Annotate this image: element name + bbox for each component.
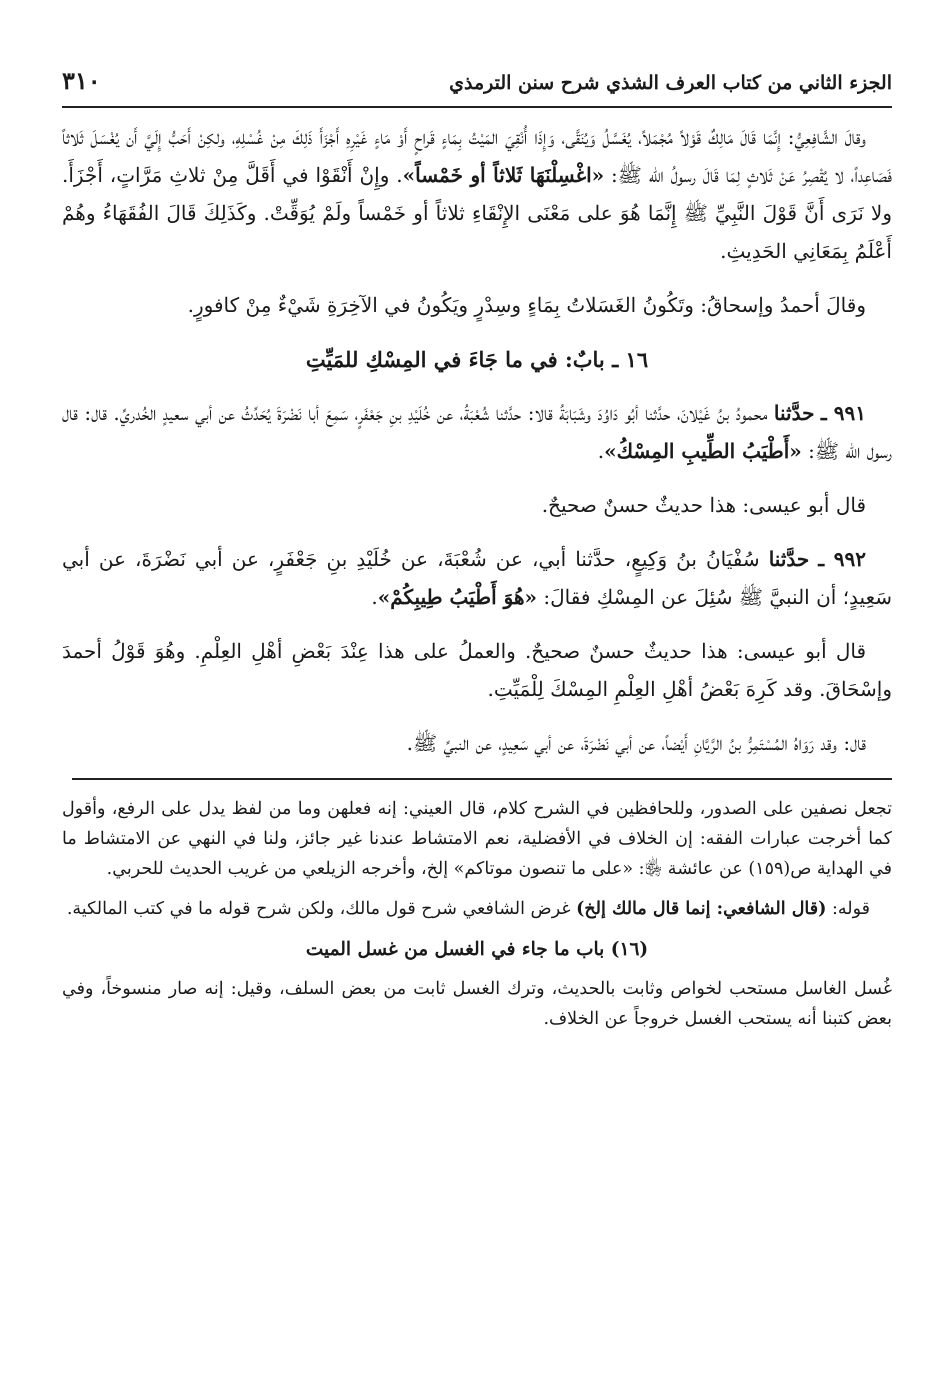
footnote-divider: [72, 778, 892, 780]
hadith-quote: «اغْسِلْنَهَا ثَلاثاً أو خَمْساً»: [402, 163, 605, 187]
hadith-992: ٩٩٢ ـ حدَّثنا سُفْيَانُ بنُ وَكِيعٍ، حدَّثنا أبي، عن شُعْبَةَ، عن خُلَيْدِ بنِ جَعْفَرٍ، عن أبي نَضْرَةَ، عن أبي سَعِيدٍ؛ أن النبيَّ ﷺ سُئِلَ عن المِسْكِ فقالَ: «هُوَ أَطْيَبُ طِيبِكُمْ».: [62, 547, 892, 609]
quoted-phrase: (قال الشافعي: إنما قال مالك إلخ): [576, 899, 827, 919]
hadith-quote: «هُوَ أَطْيَبُ طِيبِكُمْ»: [377, 585, 537, 609]
page-number: ٣١٠: [62, 66, 101, 95]
running-header: [62, 54, 892, 102]
commentary-paragraph: قوله: (قال الشافعي: إنما قال مالك إلخ) غرض الشافعي شرح قول مالك، ولكن شرح قوله ما في كتب المالكية.: [66, 899, 870, 919]
grade-991: قال أبو عيسى: هذا حديثٌ حسنٌ صحيحٌ.: [541, 493, 866, 517]
hadith-quote: «أَطْيَبُ الطِّيبِ المِسْكُ»: [604, 439, 802, 463]
hadith-number: ٩٩١ ـ: [820, 401, 867, 425]
commentary-heading: (١٦) باب ما جاء في الغسل من غسل الميت: [305, 939, 649, 960]
commentary: [62, 794, 892, 1034]
commentary-paragraph: تجعل نصفين على الصدور، وللحافظين في الشرح كلام، قال العيني: إنه فعلهن وما من لفظ يدل على الرفع، وأقول كما أخرجت عبارات الفقه: إن الخلاف في الأفضلية، نعم الامتشاط عندنا غير جائز، ولنا في النهي عن الامتشاط ما في الهداية ص(١٥٩) عن عائشة ﵂: «على ما تنصون موتاكم» إلخ، وأخرجه الزيلعي من غريب الحديث للحربي.: [62, 799, 892, 879]
paragraph-ahmad: وقالَ أحمدُ وإسحاقُ: وتَكُونُ الغَسَلاتُ بِمَاءٍ وسِدْرٍ ويَكُونُ في الآخِرَةِ شَيْءٌ مِنْ كافورٍ.: [187, 293, 866, 317]
main-text: [62, 118, 892, 762]
hadith-number: ٩٩٢ ـ: [818, 547, 867, 571]
header-divider: [62, 106, 892, 108]
commentary-paragraph: غُسل الغاسل مستحب لخواص وثابت بالحديث، وترك الغسل ثابت من بعض السلف، وقيل: إنه صار منسوخاً، وفي بعض كتبنا أنه يستحب الغسل خروجاً عن الخلاف.: [62, 979, 892, 1029]
hadith-991: ٩٩١ ـ حدَّثنا محمودُ بنُ غَيْلانَ، حدَّثنا أبُو دَاوُدَ وشَبَابَةُ قالا: حدَّثنا شُعْبَةُ، عن خُلَيْدِ بنِ جَعْفَرٍ، سَمِعَ أبا نَضْرَةَ يُحَدِّثُ عن أبي سعيدٍ الخُدريِّ. قال: قال رسول الله ﷺ: «أَطْيَبُ الطِّيبِ المِسْكُ».: [62, 401, 892, 463]
paragraph-shafii: وقالَ الشَّافِعِيُّ: إِنَّمَا قَالَ مَالِكٌ قَوْلاً مُجْمَلاً، يُغَسَّلُ وَيُنَقَّى، وَإِذَا أُنْقِيَ المَيْتُ بِمَاءٍ قَراحٍ أَوْ مَاءٍ غَيْرِهِ أَجْزَأَ ذَلِكَ مِنْ غُسْلِهِ، ولكِنْ أَحَبُّ إِلَيَّ أَن يُغْسَلَ ثَلاثاً فَصَاعِداً، لا يُقْصِرُ عَنْ ثَلاثٍ لِمَا قَالَ رسولُ الله ﷺ: «اغْسِلْنَهَا ثَلاثاً أو خَمْساً». وإِنْ أَنْقَوْا في أَقَلَّ مِنْ ثلاثِ مَرَّاتٍ، أَجْزَأَ. ولا نَرَى أَنَّ قَوْلَ النَّبِيِّ ﷺ إِنَّمَا هُوَ على مَعْنَى الإِنْقَاءِ ثلاثاً أو خَمْساً ولَمْ يُوَقِّتْ. وكَذَلِكَ قَالَ الفُقَهَاءُ وهُمْ أَعْلَمُ بِمَعَانِي الحَدِيثِ.: [62, 125, 893, 263]
chapter-title: ١٦ ـ بابٌ: في ما جَاءَ في المِسْكِ للمَيِّتِ: [305, 347, 649, 372]
header-title: الجزء الثاني من كتاب العرف الشذي شرح سنن الترمذي: [449, 72, 892, 94]
book-page: [62, 54, 892, 1044]
grade-992: قال أبو عيسى: هذا حديثٌ حسنٌ صحيحٌ. والعملُ على هذا عِنْدَ بَعْضِ أهْلِ العِلْمِ. وهُوَ قَوْلُ أحمدَ وإسْحَاقَ. وقد كَرِهَ بَعْضُ أهْلِ العِلْمِ المِسْكَ لِلْمَيِّتِ.: [62, 639, 892, 701]
closing-line: قال: وقد رَوَاهُ المُسْتَمِرُّ بنُ الرَّيَّانِ أَيْضاً، عن أبي نَضْرَةَ، عن أبي سَعِيدٍ، عن النبيِّ ﷺ.: [406, 731, 866, 755]
